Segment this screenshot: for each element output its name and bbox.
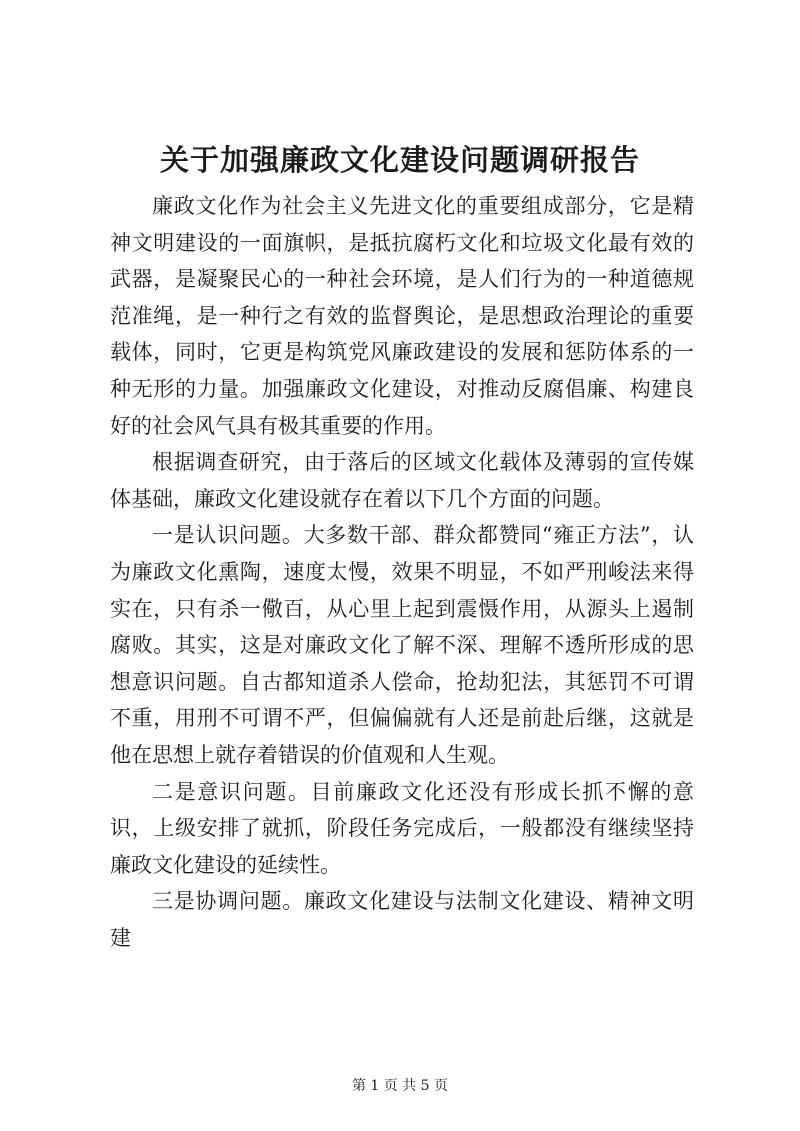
paragraph-awareness-issue: 二是意识问题。目前廉政文化还没有形成长抓不懈的意识，上级安排了就抓，阶段任务完成后，一般都没有继续坚持廉政文化建设的延续性。 <box>110 779 694 877</box>
paragraph-overview: 根据调查研究，由于落后的区域文化载体及薄弱的宣传媒体基础，廉政文化建设就存在着以下几个方面的问题。 <box>110 450 694 511</box>
paragraph-coordination-issue: 三是协调问题。廉政文化建设与法制文化建设、精神文明建 <box>110 889 694 950</box>
paragraph-intro: 廉政文化作为社会主义先进文化的重要组成部分，它是精神文明建设的一面旗帜，是抵抗腐朽文化和垃圾文化最有效的武器，是凝聚民心的一种社会环境，是人们行为的一种道德规范准绳，是一种行之有效的监督舆论，是思想政治理论的重要载体，同时，它更是构筑党风廉政建设的发展和惩防体系的一种无形的力量。加强廉政文化建设，对推动反腐倡廉、构建良好的社会风气具有极其重要的作用。 <box>110 194 694 438</box>
document-title: 关于加强廉政文化建设问题调研报告 <box>159 143 640 177</box>
page-number-footer: 第 1 页 共 5 页 <box>351 1078 449 1094</box>
paragraph-cognition-issue: 一是认识问题。大多数干部、群众都赞同“雍正方法”，认为廉政文化熏陶，速度太慢，效果不明显，不如严刑峻法来得实在，只有杀一儆百，从心里上起到震慑作用，从源头上遏制腐败。其实，这是对廉政文化了解不深、理解不透所形成的思想意识问题。自古都知道杀人偿命，抢劫犯法，其惩罚不可谓不重，用刑不可谓不严，但偏偏就有人还是前赴后继，这就是他在思想上就存着错误的价值观和人生观。 <box>110 523 694 767</box>
document-body <box>110 188 694 956</box>
